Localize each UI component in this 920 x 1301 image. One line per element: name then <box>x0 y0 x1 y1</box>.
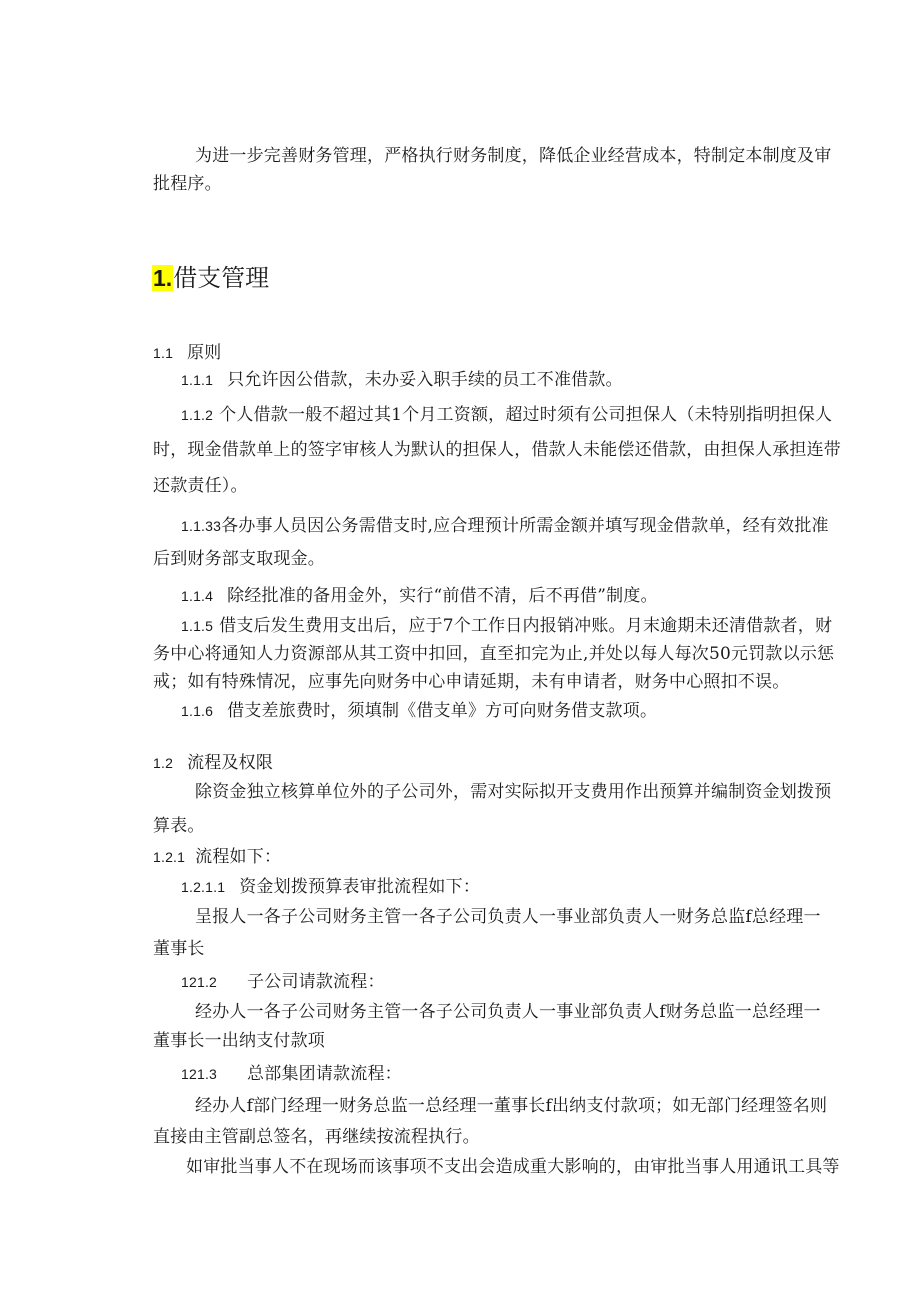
item-number: 121.2 <box>181 974 218 990</box>
item-1-2-1-3-line-2: 直接由主管副总签名，再继续按流程执行。 <box>153 1127 480 1147</box>
item-1-1-3-line-1 <box>181 514 829 538</box>
item-number: 1.1.2 <box>181 407 214 423</box>
subsection-title: 流程及权限 <box>187 753 274 773</box>
item-1-1-5-line-1 <box>181 614 832 638</box>
item-1-2-1-2-line-1: 经办人一各子公司财务主管一各子公司负责人一事业部负责人f财务总监一总经理一 <box>195 1002 821 1022</box>
subsection-1-2 <box>153 751 273 775</box>
subsection-title: 原则 <box>187 343 222 363</box>
section-heading <box>152 262 269 294</box>
item-text: 个人借款一般不超过其1个月工资额，超过时须有公司担保人（未特别指明担保人 <box>219 405 833 425</box>
item-title: 总部集团请款流程： <box>247 1064 402 1084</box>
item-1-2-1-1-line-1: 呈报人一各子公司财务主管一各子公司负责人一事业部负责人一财务总监f总经理一 <box>195 907 821 927</box>
section-number: 1. <box>153 265 173 291</box>
item-number: 1.1.5 <box>181 618 214 634</box>
item-1-1-6 <box>181 699 657 723</box>
item-text: 只允许因公借款，未办妥入职手续的员工不准借款。 <box>227 370 623 390</box>
item-1-1-5-line-3: 戒；如有特殊情况，应事先向财务中心申请延期，未有申请者，财务中心照扣不误。 <box>153 672 790 692</box>
item-1-1-5-line-2: 务中心将通知人力资源部从其工资中扣回，直至扣完为止,并处以每人每次50元罚款以示惩 <box>153 644 835 664</box>
item-number: 1.1.1 <box>181 372 214 388</box>
intro-line-1: 为进一步完善财务管理，严格执行财务制度，降低企业经营成本，特制定本制度及审 <box>195 146 832 166</box>
item-number: 121.3 <box>181 1066 218 1082</box>
subsection-1-2-para-line-2: 算表。 <box>153 816 205 836</box>
item-1-2-1-1-title <box>181 875 480 899</box>
item-1-1-4 <box>181 584 658 608</box>
item-title: 资金划拨预算表审批流程如下： <box>239 877 481 897</box>
subsection-title: 流程如下： <box>195 847 282 867</box>
item-1-1-2-line-3: 还款责任）。 <box>153 476 248 496</box>
subsection-number: 1.2.1 <box>153 849 186 865</box>
item-text: 借支后发生费用支出后，应于7个工作日内报销冲账。月末逾期未还清借款者，财 <box>219 616 833 636</box>
subsection-1-2-para-line-1: 除资金独立核算单位外的子公司外，需对实际拟开支费用作出预算并编制资金划拨预 <box>195 782 832 802</box>
section-title: 借支管理 <box>173 264 270 292</box>
item-1-1-2-line-2: 时，现金借款单上的签字审核人为默认的担保人，借款人未能偿还借款，由担保人承担连带 <box>153 440 841 460</box>
item-1-2-1-3-title <box>181 1062 402 1086</box>
item-1-2-1-2-title <box>181 970 385 994</box>
item-1-1-2-line-1 <box>181 403 832 427</box>
item-text: 除经批准的备用金外，实行“前借不清，后不再借”制度。 <box>227 586 658 606</box>
subsection-number: 1.1 <box>153 345 174 361</box>
subsection-1-1 <box>153 341 221 365</box>
item-text: 各办事人员因公务需借支时,应合理预计所需金额并填写现金借款单，经有效批准 <box>221 516 829 536</box>
item-number: 1.1.33 <box>181 518 222 534</box>
subsection-number: 1.2 <box>153 755 174 771</box>
intro-line-2: 批程序。 <box>153 174 222 194</box>
subsection-1-2-1 <box>153 845 281 869</box>
item-1-1-1 <box>181 368 623 392</box>
item-number: 1.1.6 <box>181 703 214 719</box>
item-number: 1.1.4 <box>181 588 214 604</box>
item-1-2-1-1-line-2: 董事长 <box>153 939 205 959</box>
item-1-2-1-3-line-1: 经办人f部门经理一财务总监一总经理一董事长f出纳支付款项；如无部门经理签名则 <box>195 1096 828 1116</box>
item-1-1-3-line-2: 后到财务部支取现金。 <box>153 549 325 569</box>
closing-line-1: 如审批当事人不在现场而该事项不支出会造成重大影响的，由审批当事人用通讯工具等 <box>186 1157 840 1177</box>
item-number: 1.2.1.1 <box>181 879 226 895</box>
item-title: 子公司请款流程： <box>247 972 385 992</box>
item-text: 借支差旅费时，须填制《借支单》方可向财务借支款项。 <box>227 701 658 721</box>
item-1-2-1-2-line-2: 董事长一出纳支付款项 <box>153 1031 325 1051</box>
